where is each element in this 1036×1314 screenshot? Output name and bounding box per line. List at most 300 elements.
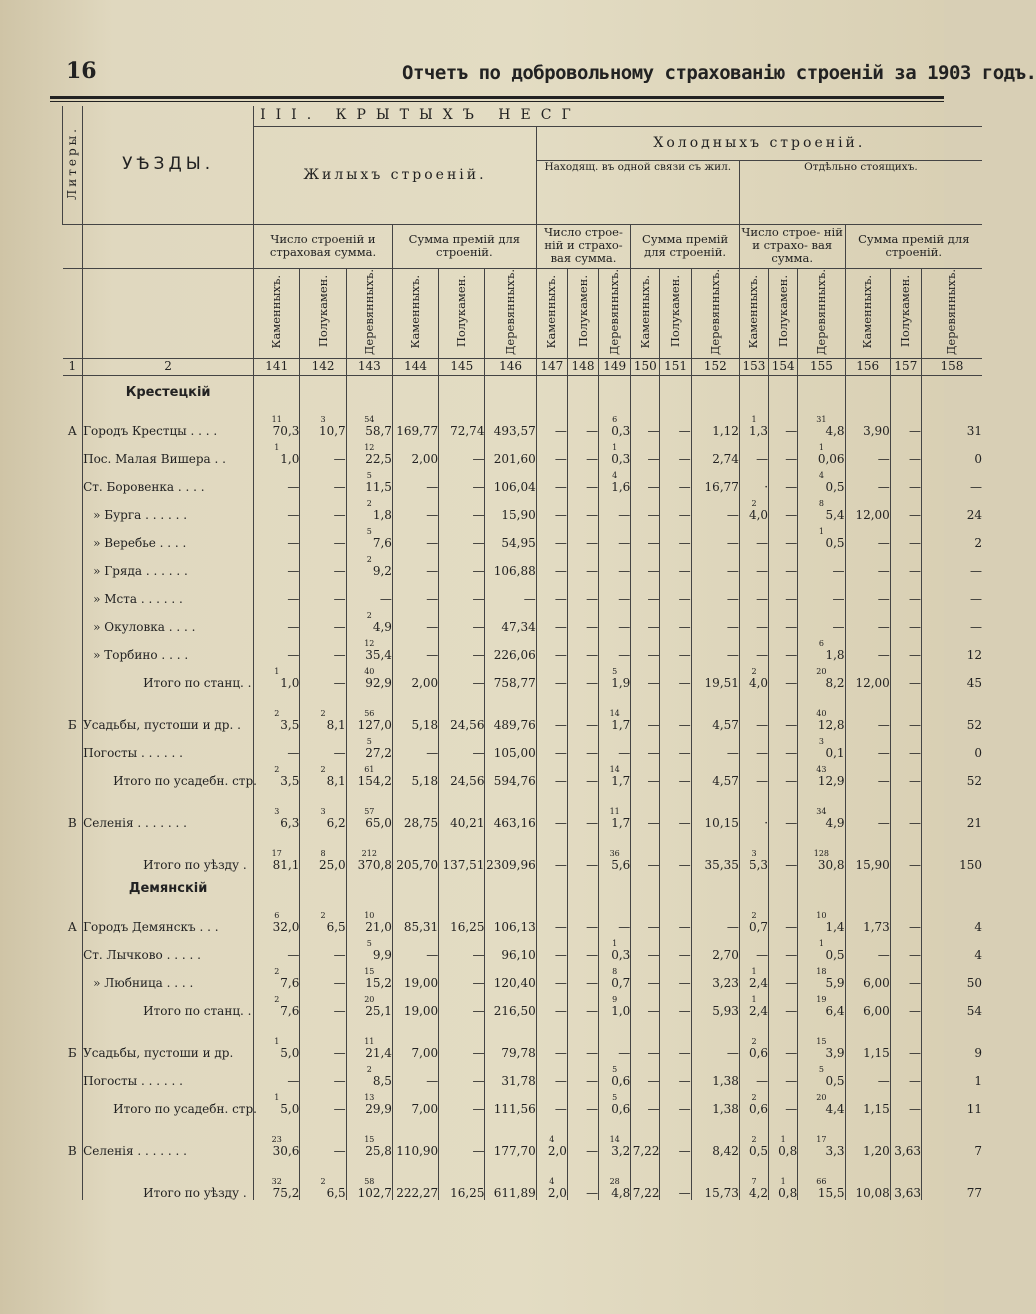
row-name: Селенія . . . . . . . — [83, 1130, 254, 1158]
cell-value: — — [586, 1073, 599, 1088]
table-row — [63, 934, 983, 962]
cell-value: — — [877, 773, 890, 788]
cell — [300, 1088, 346, 1116]
building-count — [891, 640, 921, 648]
building-count — [692, 1038, 739, 1046]
cell-value: 11 — [966, 1101, 982, 1116]
building-count: 3 — [751, 848, 757, 858]
building-count — [922, 968, 982, 976]
table-row — [63, 1130, 983, 1158]
cell-value: 12,00 — [855, 675, 890, 690]
cell — [599, 962, 631, 990]
cell-value: — — [333, 1003, 346, 1018]
building-count: 61 — [364, 764, 375, 774]
cell — [890, 634, 921, 662]
premium-header: Сумма премій для строеній. — [392, 224, 536, 268]
building-count: 14 — [609, 708, 620, 718]
cell — [798, 802, 845, 830]
cell — [691, 438, 739, 466]
building-count — [922, 710, 982, 718]
cell-value: 0,3 — [611, 423, 631, 438]
building-count — [692, 996, 739, 1004]
cell — [921, 934, 982, 962]
building-count — [660, 912, 690, 920]
building-count: 12 — [364, 442, 375, 452]
building-count — [393, 940, 438, 948]
cell — [346, 438, 392, 466]
cell — [567, 578, 598, 606]
building-count: 66 — [816, 1176, 827, 1186]
cell-value: — — [678, 1101, 691, 1116]
building-count — [568, 1094, 598, 1102]
cell — [346, 802, 392, 830]
building-count — [393, 1066, 438, 1074]
cell-value: — — [832, 619, 845, 634]
cell — [845, 606, 890, 634]
cell — [300, 704, 346, 732]
cell — [691, 634, 739, 662]
building-count: 5 — [366, 736, 372, 746]
building-count — [846, 710, 890, 718]
cell — [392, 934, 438, 962]
building-count — [660, 738, 690, 746]
cell-value: 12,9 — [817, 773, 845, 788]
building-count — [692, 472, 739, 480]
cell-value: — — [618, 591, 631, 606]
cell-value: — — [678, 647, 691, 662]
cell-value: — — [726, 591, 739, 606]
cell-value: 169,77 — [396, 423, 439, 438]
building-count — [631, 850, 659, 858]
cell — [599, 704, 631, 732]
building-count: 18 — [816, 966, 827, 976]
cell — [254, 522, 300, 550]
cell-value: 16,25 — [450, 1185, 485, 1200]
table-row — [63, 732, 983, 760]
building-count — [846, 808, 890, 816]
row-name: Итого по усадебн. стр. — [83, 760, 254, 788]
cell — [567, 1060, 598, 1088]
cell-value: 0,8 — [778, 1143, 798, 1158]
cell-value: — — [756, 1073, 769, 1088]
column-numbers-row — [63, 358, 983, 375]
cell-value: — — [586, 423, 599, 438]
cell — [890, 1130, 921, 1158]
cell — [845, 760, 890, 788]
building-count — [631, 912, 659, 920]
cell-value: — — [908, 1101, 921, 1116]
building-count — [846, 1178, 890, 1186]
cell — [485, 466, 536, 494]
building-count — [393, 416, 438, 424]
cell — [921, 550, 982, 578]
cell-value: — — [678, 591, 691, 606]
building-count — [300, 1066, 345, 1074]
cell — [485, 732, 536, 760]
cell — [567, 662, 598, 690]
cell — [392, 662, 438, 690]
cell — [798, 1088, 845, 1116]
building-count — [660, 612, 690, 620]
cell — [769, 1032, 798, 1060]
building-count — [393, 766, 438, 774]
building-count: 1 — [780, 1134, 786, 1144]
cell-value: 0,5 — [825, 947, 845, 962]
cell-value: — — [877, 745, 890, 760]
cell — [739, 1172, 768, 1200]
cell — [631, 844, 660, 872]
cell-value: — — [678, 947, 691, 962]
building-count — [891, 416, 921, 424]
table-row — [63, 1032, 983, 1060]
cell — [485, 844, 536, 872]
cell-value: — — [726, 647, 739, 662]
cell-value: — — [785, 717, 798, 732]
cell — [798, 1172, 845, 1200]
cell — [660, 906, 691, 934]
cell-value: — — [877, 815, 890, 830]
cold-header: Холодныхъ строеній. — [536, 126, 982, 160]
building-count — [692, 710, 739, 718]
cell — [346, 704, 392, 732]
cell — [660, 990, 691, 1018]
cell-value: — — [287, 1073, 300, 1088]
cell — [798, 578, 845, 606]
building-count — [393, 808, 438, 816]
cell — [845, 662, 890, 690]
cell — [769, 550, 798, 578]
row-name: » Бурга . . . . . . — [83, 494, 254, 522]
cell — [631, 990, 660, 1018]
building-count — [393, 472, 438, 480]
building-count — [692, 1136, 739, 1144]
table-row — [63, 844, 983, 872]
building-count: 2 — [751, 1134, 757, 1144]
cell — [890, 962, 921, 990]
cell — [769, 578, 798, 606]
cell-value: — — [287, 479, 300, 494]
cell-value: — — [333, 1073, 346, 1088]
cell-value: 15,90 — [855, 857, 890, 872]
cell — [845, 494, 890, 522]
row-letter — [63, 550, 83, 578]
cell-value: 4,2 — [748, 1185, 769, 1200]
cell-value: — — [554, 591, 567, 606]
cell — [439, 466, 485, 494]
building-count — [891, 612, 921, 620]
building-count — [891, 710, 921, 718]
cell-value: — — [333, 947, 346, 962]
building-count — [769, 640, 797, 648]
cell-value: — — [472, 507, 485, 522]
building-count — [568, 766, 598, 774]
cell — [921, 1060, 982, 1088]
cell-value: 611,89 — [493, 1185, 536, 1200]
cell — [300, 1060, 346, 1088]
cell-value: 35,35 — [704, 857, 739, 872]
cell — [631, 906, 660, 934]
building-count: 212 — [361, 848, 377, 858]
cell-value: — — [647, 745, 660, 760]
cell — [798, 550, 845, 578]
building-count — [537, 640, 567, 648]
cell-value: — — [554, 563, 567, 578]
building-count — [599, 612, 630, 620]
cell — [631, 494, 660, 522]
premium-header-2: Сумма премій для строеній. — [631, 224, 740, 268]
cell — [631, 662, 660, 690]
building-count — [485, 850, 535, 858]
cell — [890, 934, 921, 962]
building-count — [769, 1094, 797, 1102]
cell — [485, 550, 536, 578]
building-count — [568, 912, 598, 920]
cell-value: — — [785, 619, 798, 634]
cell — [485, 990, 536, 1018]
cell-value: 54 — [966, 1003, 982, 1018]
cell-value: 3,3 — [825, 1143, 845, 1158]
building-count — [846, 668, 890, 676]
table-row — [63, 522, 983, 550]
building-count — [922, 912, 982, 920]
building-count — [692, 528, 739, 536]
cell — [439, 732, 485, 760]
cell — [300, 962, 346, 990]
cell-value: 3,9 — [825, 1045, 845, 1060]
kind-header: Полукамен. — [300, 268, 346, 358]
cell-value: 12,00 — [855, 507, 890, 522]
building-count: 54 — [364, 414, 375, 424]
cell-value: 28,75 — [403, 815, 439, 830]
cell — [392, 438, 438, 466]
building-count — [485, 1178, 535, 1186]
building-count — [891, 528, 921, 536]
building-count — [769, 1038, 797, 1046]
building-count — [631, 472, 659, 480]
cell-value: 0 — [974, 745, 982, 760]
cell — [660, 1088, 691, 1116]
building-count — [393, 710, 438, 718]
cell-value: 47,34 — [501, 619, 536, 634]
cell-value: — — [877, 535, 890, 550]
cell — [691, 990, 739, 1018]
building-count — [599, 640, 630, 648]
building-count — [660, 940, 690, 948]
cell-value: 1,15 — [863, 1045, 890, 1060]
cell-value: — — [472, 479, 485, 494]
row-letter — [63, 732, 83, 760]
cell-value: — — [554, 1045, 567, 1060]
cell — [254, 1172, 300, 1200]
cell-value: — — [678, 423, 691, 438]
row-letter — [63, 494, 83, 522]
cell-value: — — [554, 423, 567, 438]
cell-value: 4,0 — [748, 675, 769, 690]
cell — [567, 962, 598, 990]
building-count — [631, 500, 659, 508]
building-count — [393, 1136, 438, 1144]
cell-value: 0,6 — [748, 1045, 769, 1060]
table-row — [63, 578, 983, 606]
cell — [691, 1060, 739, 1088]
cell-value: — — [678, 507, 691, 522]
cell-value: — — [554, 507, 567, 522]
building-count — [300, 996, 345, 1004]
cell — [485, 760, 536, 788]
cell-value: — — [426, 507, 439, 522]
cell-value: — — [726, 919, 739, 934]
cell-value: — — [908, 947, 921, 962]
building-count — [922, 612, 982, 620]
kind-header: Каменныхъ. — [392, 268, 438, 358]
cell-value: · — [764, 479, 769, 494]
building-count: 2 — [274, 708, 280, 718]
cell-value: 2,0 — [547, 1185, 567, 1200]
cell — [890, 410, 921, 438]
cell — [660, 522, 691, 550]
cell — [921, 438, 982, 466]
cell-value: — — [333, 1101, 346, 1116]
cell — [439, 634, 485, 662]
table-row — [63, 760, 983, 788]
column-number: 153 — [739, 358, 768, 375]
cell — [660, 802, 691, 830]
building-count — [692, 1066, 739, 1074]
cell-value: 52 — [966, 717, 982, 732]
cell-value: 29,9 — [365, 1101, 392, 1116]
cell-value: 489,76 — [493, 717, 536, 732]
building-count — [692, 500, 739, 508]
cell — [890, 578, 921, 606]
cell-value: — — [877, 1073, 890, 1088]
cell — [739, 934, 768, 962]
count-sum-header-3: Число строе- ній и страхо- вая сумма. — [739, 224, 845, 268]
cell-value: — — [586, 591, 599, 606]
row-name: Ст. Боровенка . . . . — [83, 466, 254, 494]
row-name: » Веребье . . . . — [83, 522, 254, 550]
cell-value: — — [586, 1045, 599, 1060]
building-count — [599, 584, 630, 592]
cell — [439, 1172, 485, 1200]
spacer-row — [63, 830, 983, 844]
cell-value: 1,8 — [825, 647, 845, 662]
building-count — [537, 668, 567, 676]
cell-value: — — [287, 535, 300, 550]
cell-value: — — [586, 647, 599, 662]
spacer-row — [63, 1116, 983, 1130]
cell — [300, 634, 346, 662]
cell-value: — — [785, 591, 798, 606]
cell — [300, 578, 346, 606]
cell — [485, 1032, 536, 1060]
cell — [300, 550, 346, 578]
cell-value: — — [908, 919, 921, 934]
cell — [921, 990, 982, 1018]
cell-value: — — [678, 535, 691, 550]
cell-value: 7 — [974, 1143, 982, 1158]
building-count — [692, 940, 739, 948]
cell — [739, 578, 768, 606]
cell — [439, 844, 485, 872]
cell-value: — — [908, 745, 921, 760]
cell-value: — — [832, 563, 845, 578]
building-count — [485, 444, 535, 452]
building-count — [439, 640, 484, 648]
cell — [631, 410, 660, 438]
building-count — [769, 1066, 797, 1074]
cell — [845, 990, 890, 1018]
cell — [599, 634, 631, 662]
building-count — [891, 1094, 921, 1102]
cell — [890, 1172, 921, 1200]
cell-value: — — [785, 423, 798, 438]
cell-value: — — [586, 479, 599, 494]
building-count — [846, 912, 890, 920]
building-count — [692, 766, 739, 774]
building-count: 8 — [818, 498, 824, 508]
building-count: 17 — [271, 848, 282, 858]
cell — [536, 410, 567, 438]
cell-value: 102,7 — [357, 1185, 392, 1200]
building-count — [631, 996, 659, 1004]
cell-value: 2,4 — [748, 975, 769, 990]
building-count — [254, 940, 299, 948]
cell — [599, 906, 631, 934]
building-count — [846, 1066, 890, 1074]
cell — [254, 704, 300, 732]
cell — [346, 1088, 392, 1116]
building-count — [439, 766, 484, 774]
cell — [739, 606, 768, 634]
row-letter — [63, 962, 83, 990]
building-count — [568, 968, 598, 976]
kind-header: Полукамен. — [439, 268, 485, 358]
building-count: 20 — [364, 994, 375, 1004]
cell — [439, 550, 485, 578]
cell — [798, 522, 845, 550]
building-count — [300, 968, 345, 976]
cell — [660, 1032, 691, 1060]
row-letter — [63, 1172, 83, 1200]
cell — [691, 760, 739, 788]
cell-value: 31 — [966, 423, 982, 438]
building-count: 2 — [274, 966, 280, 976]
cell — [392, 634, 438, 662]
cell-value: 5,18 — [411, 717, 439, 732]
column-number: 145 — [439, 358, 485, 375]
cell — [845, 732, 890, 760]
cell-value: 45 — [966, 675, 982, 690]
cell-value: — — [970, 563, 982, 578]
building-count — [891, 584, 921, 592]
cell-value: — — [586, 773, 599, 788]
building-count: 58 — [364, 1176, 375, 1186]
cell-value: — — [472, 591, 485, 606]
cell-value: 2,00 — [411, 451, 439, 466]
cell — [536, 578, 567, 606]
cell — [599, 494, 631, 522]
cell — [631, 934, 660, 962]
building-count — [769, 808, 797, 816]
cell — [890, 732, 921, 760]
cell-value: 75,2 — [272, 1185, 300, 1200]
cell-value: — — [647, 591, 660, 606]
cell-value: — — [726, 563, 739, 578]
cell-value: 72,74 — [450, 423, 485, 438]
cell — [660, 550, 691, 578]
cell-value: — — [333, 535, 346, 550]
cell-value: 6,2 — [326, 815, 346, 830]
